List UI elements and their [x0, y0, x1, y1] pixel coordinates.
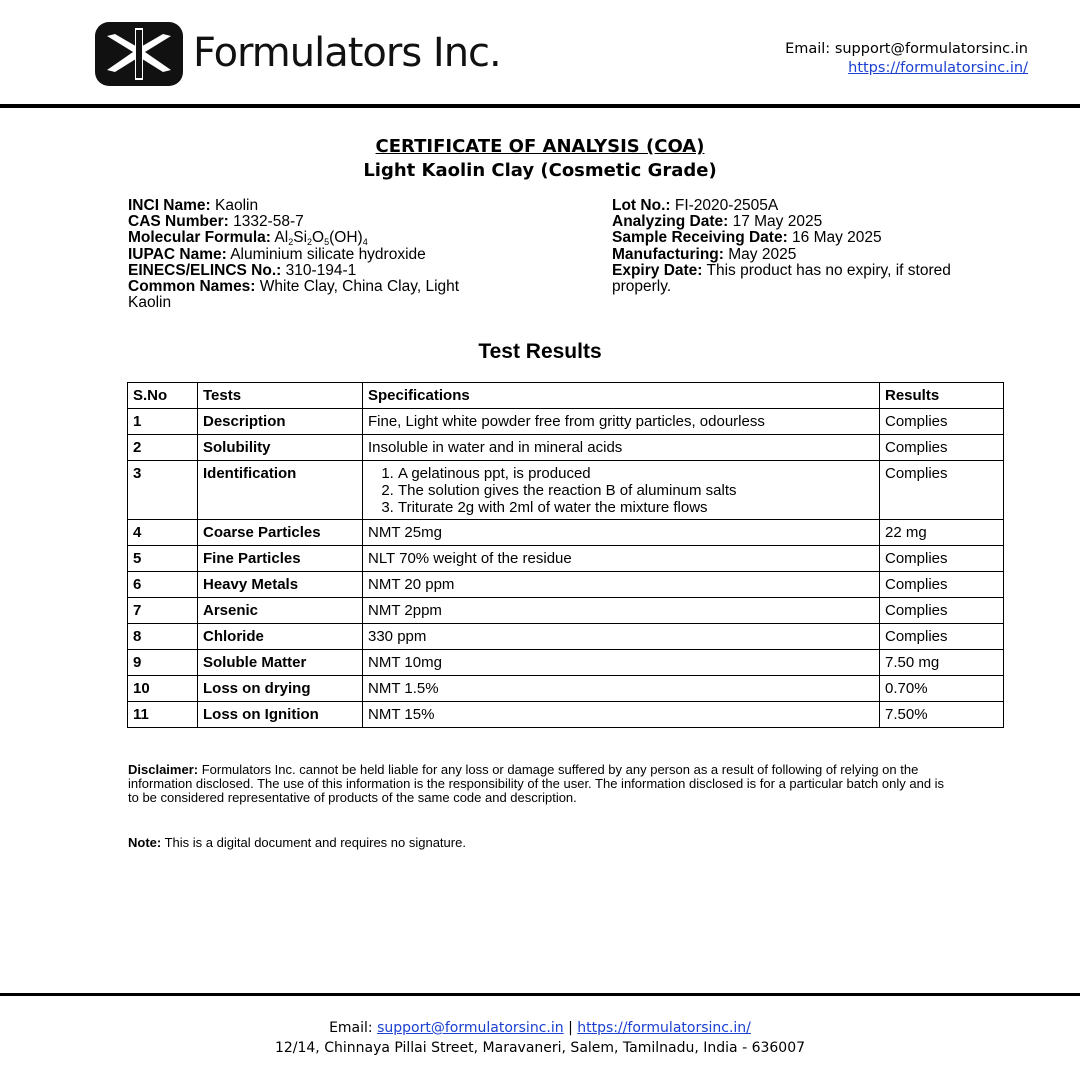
row-spec: NMT 25mg [363, 520, 880, 546]
brand-name: Formulators Inc. [193, 30, 501, 76]
row-test: Coarse Particles [198, 520, 363, 546]
row-result: 7.50 mg [880, 650, 1004, 676]
table-row [128, 624, 1004, 650]
row-spec: Insoluble in water and in mineral acids [363, 435, 880, 461]
row-result: Complies [880, 409, 1004, 435]
row-test: Soluble Matter [198, 650, 363, 676]
inci-value: Kaolin [215, 197, 259, 214]
lot-label: Lot No.: [612, 197, 671, 214]
row-spec: 330 ppm [363, 624, 880, 650]
manufacturing-value: May 2025 [728, 245, 797, 263]
row-result: Complies [880, 546, 1004, 572]
list-item: 1. A gelatinous ppt, is produced [398, 465, 875, 482]
receiving-date-label: Sample Receiving Date: [612, 229, 788, 247]
footer [0, 1018, 1080, 1058]
table-row [128, 409, 1004, 435]
test-results-table [127, 382, 1004, 728]
product-info-right [612, 198, 1012, 295]
list-item: 2. The solution gives the reaction B of aluminum salts [398, 482, 875, 499]
list-item: 3. Triturate 2g with 2ml of water the mixture flows [398, 499, 875, 516]
col-header-specifications: Specifications [363, 383, 880, 409]
row-sno: 4 [128, 520, 198, 546]
row-sno: 11 [128, 702, 198, 728]
header-divider [0, 104, 1080, 108]
expiry-value: This product has no expiry, if stored properly. [612, 261, 951, 296]
note [128, 835, 466, 850]
table-row [128, 676, 1004, 702]
document-title: CERTIFICATE OF ANALYSIS (COA) [375, 136, 705, 157]
row-spec: NLT 70% weight of the residue [363, 546, 880, 572]
test-results-heading: Test Results [478, 340, 602, 363]
row-test: Arsenic [198, 598, 363, 624]
receiving-date-value: 16 May 2025 [792, 229, 882, 247]
disclaimer [128, 763, 958, 804]
common-names-label: Common Names: [128, 278, 256, 296]
einecs-label: EINECS/ELINCS No.: [128, 261, 282, 279]
table-row [128, 520, 1004, 546]
row-result: Complies [880, 435, 1004, 461]
row-result: 7.50% [880, 702, 1004, 728]
table-row [128, 702, 1004, 728]
common-names-value: White Clay, China Clay, Light Kaolin [128, 278, 460, 312]
footer-email-label: Email: [329, 1020, 373, 1036]
table-row [128, 650, 1004, 676]
row-test: Solubility [198, 435, 363, 461]
identification-spec-list [368, 465, 875, 516]
table-row [128, 435, 1004, 461]
row-result: Complies [880, 598, 1004, 624]
row-sno: 6 [128, 572, 198, 598]
row-test: Chloride [198, 624, 363, 650]
col-header-sno: S.No [128, 383, 198, 409]
row-result: Complies [880, 572, 1004, 598]
cas-label: CAS Number: [128, 213, 229, 231]
company-logo-icon [95, 22, 183, 86]
row-spec [363, 461, 880, 520]
header-contact [785, 40, 1028, 78]
row-result: Complies [880, 461, 1004, 520]
row-result: 0.70% [880, 676, 1004, 702]
iupac-label: IUPAC Name: [128, 245, 227, 263]
col-header-results: Results [880, 383, 1004, 409]
row-sno: 5 [128, 546, 198, 572]
row-sno: 2 [128, 435, 198, 461]
row-test: Heavy Metals [198, 572, 363, 598]
row-test: Description [198, 409, 363, 435]
row-test: Identification [198, 461, 363, 520]
row-spec: NMT 15% [363, 702, 880, 728]
footer-email-link[interactable]: support@formulatorsinc.in [377, 1020, 564, 1036]
row-sno: 1 [128, 409, 198, 435]
expiry-label: Expiry Date: [612, 261, 703, 279]
row-result: 22 mg [880, 520, 1004, 546]
row-spec: NMT 1.5% [363, 676, 880, 702]
header-website-link[interactable]: https://formulatorsinc.in/ [848, 60, 1028, 76]
einecs-value: 310-194-1 [285, 261, 357, 279]
table-row [128, 572, 1004, 598]
row-result: Complies [880, 624, 1004, 650]
footer-address: 12/14, Chinnaya Pillai Street, Maravaneri, Salem, Tamilnadu, India - 636007 [274, 1040, 806, 1056]
note-label: Note: [128, 835, 162, 850]
row-test: Loss on drying [198, 676, 363, 702]
manufacturing-label: Manufacturing: [612, 245, 724, 263]
row-test: Loss on Ignition [198, 702, 363, 728]
iupac-value: Aluminium silicate hydroxide [230, 245, 426, 263]
analyzing-date-value: 17 May 2025 [732, 213, 823, 231]
analyzing-date-label: Analyzing Date: [612, 213, 729, 231]
footer-website-link[interactable]: https://formulatorsinc.in/ [577, 1020, 751, 1036]
row-sno: 8 [128, 624, 198, 650]
footer-separator: | [568, 1020, 573, 1036]
disclaimer-label: Disclaimer: [128, 762, 199, 777]
row-sno: 9 [128, 650, 198, 676]
row-spec: NMT 2ppm [363, 598, 880, 624]
disclaimer-text: Formulators Inc. cannot be held liable for any loss or damage suffered by any person as a result of following of relying on the information disclosed. The use of this information is the responsibility of the user. The information disclosed is for a particular batch only and is to be considered representative of products of the same code and description. [128, 762, 945, 805]
cas-value: 1332-58-7 [233, 213, 304, 231]
row-spec: NMT 10mg [363, 650, 880, 676]
product-info-left [128, 198, 548, 311]
formula-value: $Al_2Si_2O_5(OH)_4$ [274, 229, 368, 248]
row-sno: 7 [128, 598, 198, 624]
table-row [128, 598, 1004, 624]
inci-label: INCI Name: [128, 197, 211, 214]
col-header-tests: Tests [198, 383, 363, 409]
product-title: Light Kaolin Clay (Cosmetic Grade) [363, 160, 717, 181]
lot-value: FI-2020-2505A [674, 197, 779, 214]
formula-label: Molecular Formula: [128, 229, 271, 247]
footer-divider [0, 993, 1080, 996]
row-spec: Fine, Light white powder free from gritty particles, odourless [363, 409, 880, 435]
row-sno: 3 [128, 461, 198, 520]
header-email-label: Email: [785, 41, 831, 57]
header-email: support@formulatorsinc.in [834, 41, 1028, 57]
row-test: Fine Particles [198, 546, 363, 572]
table-row [128, 461, 1004, 520]
row-sno: 10 [128, 676, 198, 702]
table-header-row [128, 383, 1004, 409]
row-spec: NMT 20 ppm [363, 572, 880, 598]
note-text: This is a digital document and requires no signature. [164, 835, 466, 850]
table-row [128, 546, 1004, 572]
molecular-formula-line [128, 230, 548, 246]
